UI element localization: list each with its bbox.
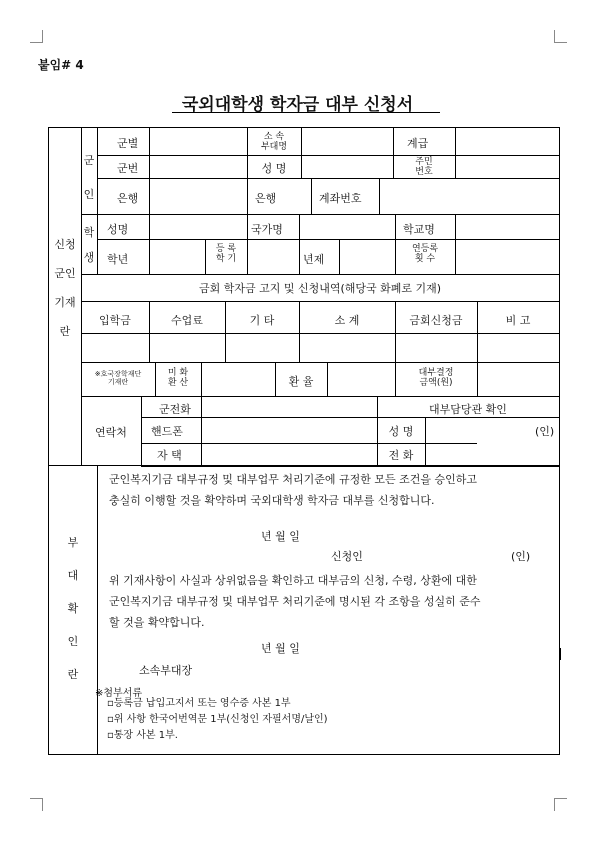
page-title: 국외대학생 학자금 대부 신청서 [181,95,414,115]
attachment-item: ▫등록금 납입고지서 또는 영수증 사본 1부 [107,698,291,709]
label-officer-phone: 전 화 [388,449,414,462]
label-country: 국가명 [251,223,283,236]
col-line [339,239,340,274]
col-other: 기 타 [249,314,275,327]
label-rate: 환 율 [288,375,314,388]
label-bank: 은행 [117,192,139,205]
label-contact: 연락처 [95,426,127,439]
applicant-side-label: 신청 군인 기재 란 [54,238,76,338]
label-bank-suffix: 은행 [255,192,277,205]
label-account: 계좌번호 [319,192,362,205]
row-line [97,155,559,156]
section-line [49,465,559,466]
label-year: 년제 [303,253,325,266]
confirm-side-label: 부 대 확 인 란 [67,536,79,681]
col-line [477,301,478,362]
label-unit: 군별 [117,137,139,150]
label-military-phone: 군전화 [159,403,191,416]
attachments-title: ※첨부서류 [95,688,143,699]
label-count: 연등록 횟 수 [411,244,439,264]
row-line [97,239,559,240]
pledge-paragraph-2: 위 기재사항이 사실과 상위없음을 확인하고 대부금의 신청, 수령, 상환에 대한 군인복지기금 대부규정 및 대부업무 처리기준에 명시된 각 조항을 성실히 준수 할 것을 확약합니다. [109,574,481,629]
attachment-number: 붙임# 4 [38,58,84,72]
col-line [425,417,426,465]
col-line [97,128,98,274]
col-line [327,362,328,396]
col-line [225,301,226,362]
row-line [81,214,559,215]
col-line [455,214,456,274]
label-usd: 미 화 환 산 [167,368,189,388]
col-line [455,128,456,178]
col-line [149,301,150,362]
col-line [301,128,302,178]
col-line [201,396,202,465]
date-line-1: 년 월 일 [261,530,300,543]
date-line-2: 년 월 일 [261,642,300,655]
label-officer-name: 성 명 [388,425,414,438]
row-line [81,333,559,334]
soldier-group-label: 군 인 [83,154,95,201]
col-line [477,362,478,396]
label-commander: 소속부대장 [139,664,193,677]
col-note: 비 고 [505,314,531,327]
label-decision: 대부결정 금액(원) [418,368,454,388]
row-line [141,443,477,444]
student-group-label: 학 생 [83,226,95,264]
application-form [48,127,560,755]
label-foundation-note: ※호국장학재단 기재란 [94,370,142,386]
row-line [81,396,559,397]
col-line [299,301,300,362]
row-line [81,301,559,302]
crop-mark-bottom-right [554,798,567,811]
text-cursor [560,648,561,660]
label-service-no: 군번 [117,162,139,175]
row-line [141,466,559,467]
label-officer-header: 대부담당관 확인 [429,403,507,416]
label-resident-no: 주민 번호 [415,157,433,177]
crop-mark-top-right [554,30,567,43]
label-student-name: 성명 [107,223,129,236]
label-semester: 등 록 학 기 [215,244,237,264]
crop-mark-top-left [30,30,43,43]
applicant-seal: (인) [511,550,531,563]
col-line [311,178,312,214]
officer-seal: (인) [535,425,555,438]
label-dept: 소 속 부대명 [260,132,288,152]
label-mobile: 핸드폰 [151,425,183,438]
label-home: 자 택 [157,449,182,462]
col-request: 금회신청금 [409,314,463,327]
pledge-paragraph-1: 군인복지기금 대부규정 및 대부업무 처리기준에 규정한 모든 조건을 승인하고 충실히 이행할 것을 확약하며 국외대학생 학자금 대부를 신청합니다. [109,473,478,507]
col-subtotal: 소 계 [334,314,360,327]
row-line [141,417,559,418]
col-line [395,301,396,362]
label-school: 학교명 [403,223,435,236]
crop-mark-bottom-left [30,798,43,811]
attachment-item: ▫통장 사본 1부. [107,730,178,741]
label-applicant: 신청인 [331,550,363,563]
col-line [149,128,150,274]
label-rank: 계급 [407,137,429,150]
fees-header: 금회 학자금 고지 및 신청내역(해당국 화폐로 기재) [198,282,442,295]
col-line [247,214,248,274]
col-line [201,362,202,396]
attachment-item: ▫위 사항 한국어번역문 1부(신청인 자필서명/날인) [107,714,328,725]
row-line [81,274,559,275]
row-line [81,362,559,363]
row-line [97,178,559,179]
col-entrance: 입학금 [99,314,131,327]
col-line [299,214,300,274]
col-line [379,178,380,214]
col-tuition: 수업료 [171,314,203,327]
col-line [141,396,142,465]
label-name: 성 명 [261,162,287,175]
attachments-list [107,696,328,744]
title-underline [172,112,440,113]
label-grade: 학년 [107,253,129,266]
